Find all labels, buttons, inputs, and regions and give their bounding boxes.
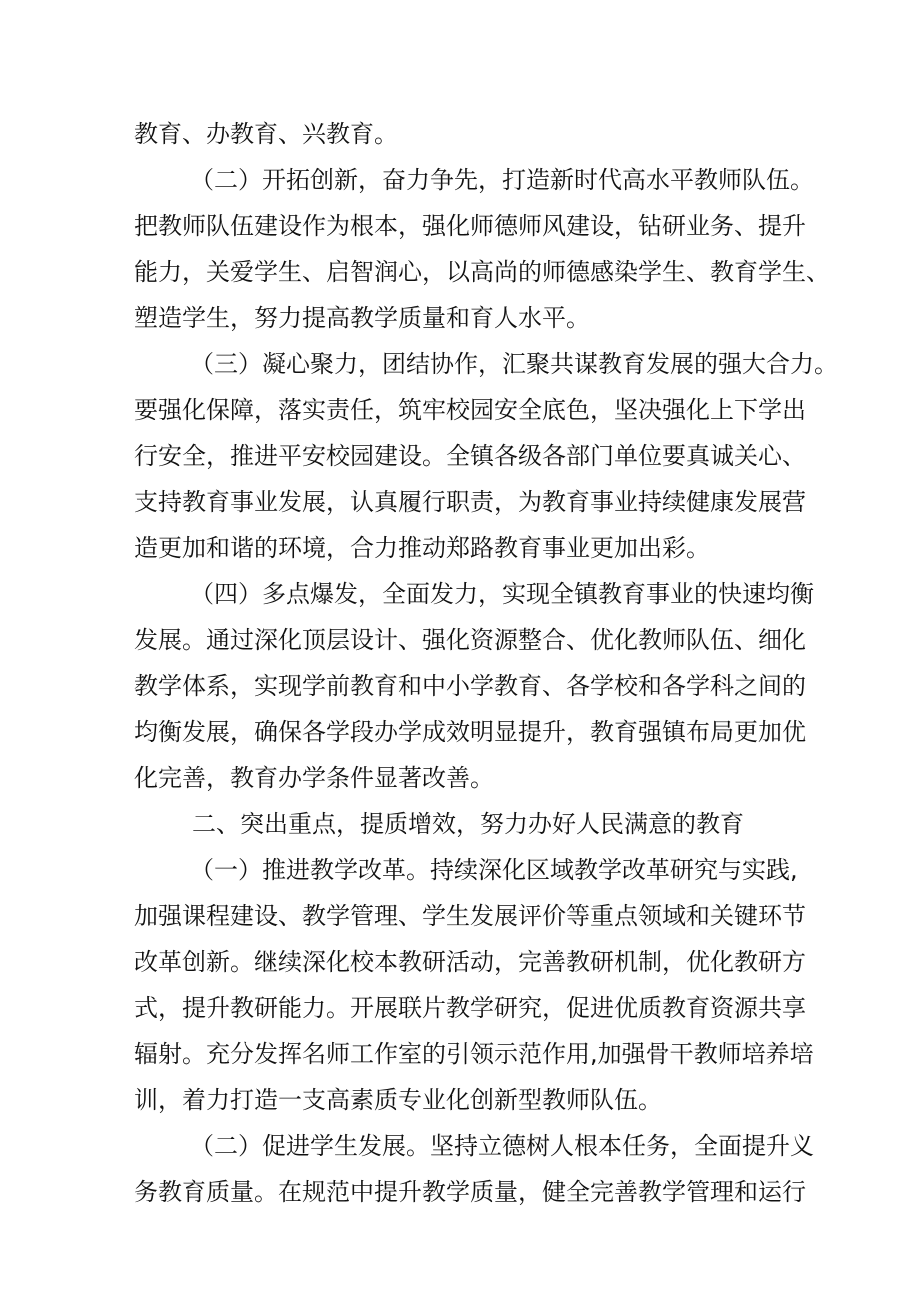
text-line: 改革创新。继续深化校本教研活动，完善教研机制，优化教研方	[134, 948, 806, 976]
section-heading-two: （二）开拓创新，奋力争先，打造新时代高水平教师队伍。	[190, 166, 814, 194]
text-line: 教育、办教育、兴教育。	[134, 120, 398, 148]
text-line: 要强化保障，落实责任，筑牢校园安全底色，坚决强化上下学出	[134, 396, 806, 424]
section-heading-two-b: （二）促进学生发展。坚持立德树人根本任务，全面提升义	[190, 1132, 814, 1160]
section-heading-three: （三）凝心聚力，团结协作，汇聚共谋教育发展的强大合力。	[190, 350, 838, 378]
chapter-heading: 二、突出重点，提质增效，努力办好人民满意的教育	[192, 810, 744, 838]
text-line: 教学体系，实现学前教育和中小学教育、各学校和各学科之间的	[134, 672, 806, 700]
text-line: 辐射。充分发挥名师工作室的引领示范作用,加强骨干教师培养培	[134, 1040, 814, 1068]
text-line: 式，提升教研能力。开展联片教学研究，促进优质教育资源共享	[134, 994, 806, 1022]
text-line: 支持教育事业发展，认真履行职责，为教育事业持续健康发展营	[134, 488, 806, 516]
text-line: 化完善，教育办学条件显著改善。	[134, 764, 494, 792]
text-line: 加强课程建设、教学管理、学生发展评价等重点领域和关键环节	[134, 902, 806, 930]
text-line: 训，着力打造一支高素质专业化创新型教师队伍。	[134, 1086, 662, 1114]
text-line: 行安全，推进平安校园建设。全镇各级各部门单位要真诚关心、	[134, 442, 806, 470]
text-line: 造更加和谐的环境，合力推动郑路教育事业更加出彩。	[134, 534, 710, 562]
section-heading-four: （四）多点爆发，全面发力，实现全镇教育事业的快速均衡	[190, 580, 814, 608]
text-line: 能力，关爱学生、启智润心，以高尚的师德感染学生、教育学生、	[134, 258, 830, 286]
section-heading-one: （一）推进教学改革。持续深化区域教学改革研究与实践,	[190, 856, 798, 884]
text-line: 把教师队伍建设作为根本，强化师德师风建设，钻研业务、提升	[134, 212, 806, 240]
text-line: 均衡发展，确保各学段办学成效明显提升，教育强镇布局更加优	[134, 718, 806, 746]
text-line: 务教育质量。在规范中提升教学质量，健全完善教学管理和运行	[134, 1178, 806, 1206]
text-line: 发展。通过深化顶层设计、强化资源整合、优化教师队伍、细化	[134, 626, 806, 654]
text-line: 塑造学生，努力提高教学质量和育人水平。	[134, 304, 590, 332]
